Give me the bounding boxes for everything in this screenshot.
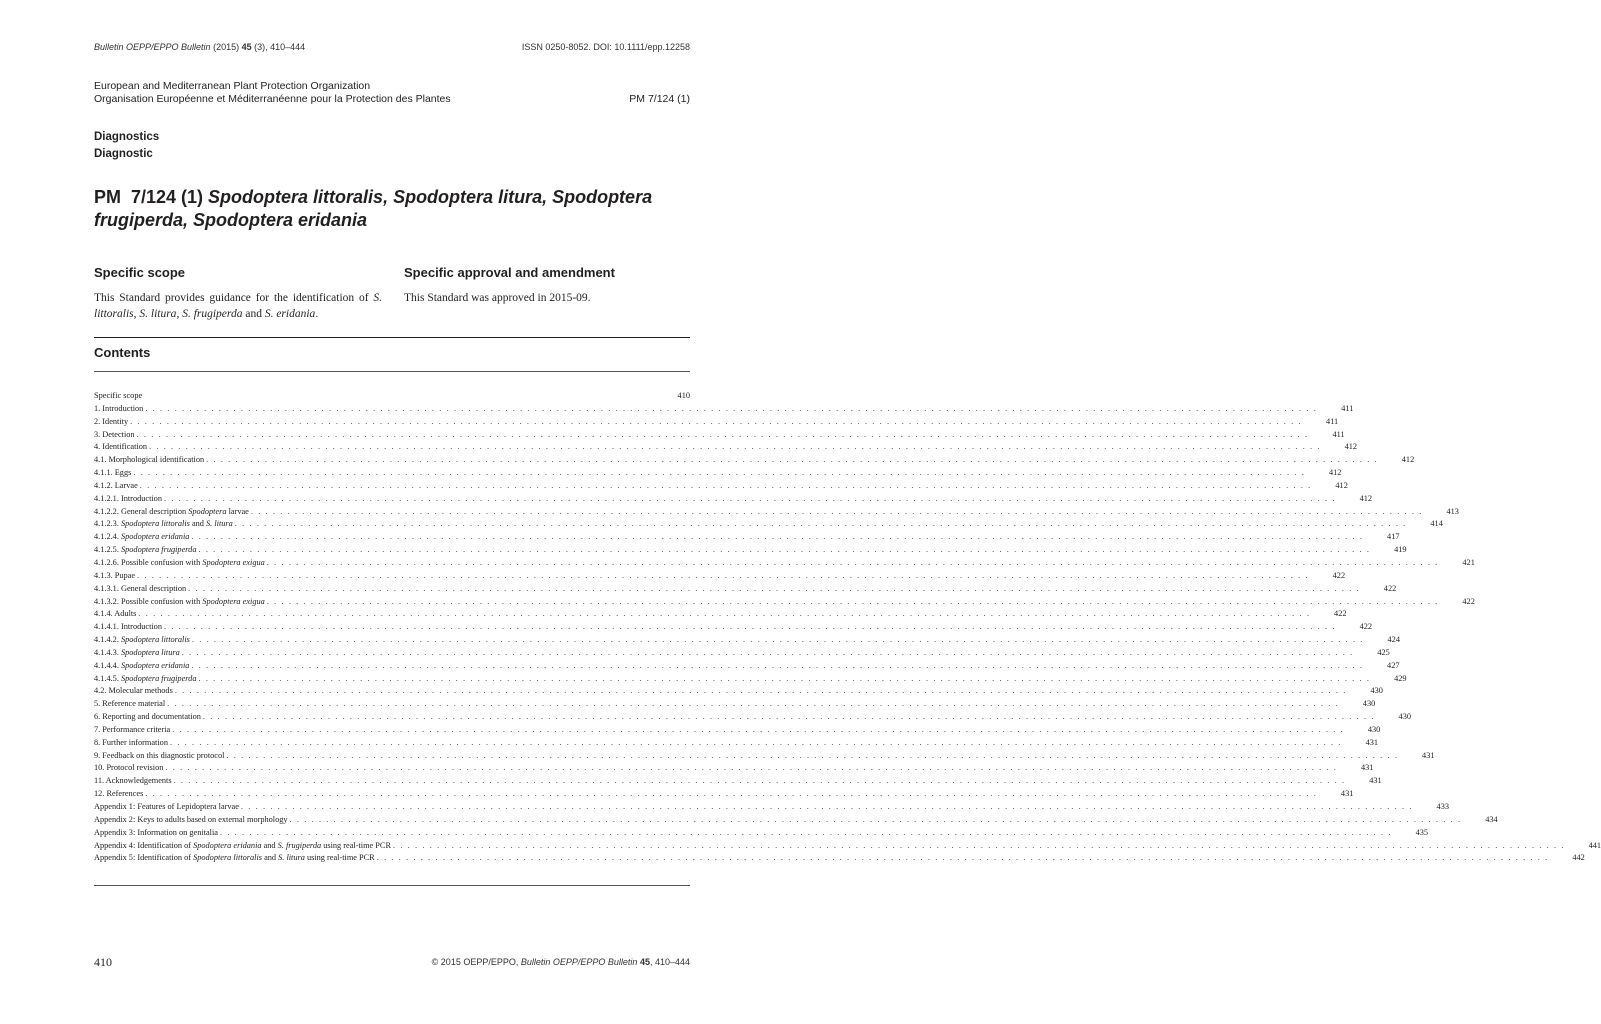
- toc-title-text: 4.1.2.1. Introduction: [94, 493, 162, 503]
- toc-title-text: 8. Further information: [94, 737, 168, 747]
- toc-title-text: 1. Introduction: [94, 403, 144, 413]
- copyright-text: © 2015 OEPP/EPPO,: [431, 957, 521, 967]
- toc-leader-dots: . . . . . . . . . . . . . . . . . . . . . . . . . . . . . . . . . . . . . . . . . . . . . . . . . . . . . . . . . . . . . . . . . . . . . . . . . . . . . . . . . . . . . . . . . . . . . . . . . . . . . . . . . . . . . . . . . . . . . . . . . . . . . . . . . . . . . . . . . . . . . . . . . . . . . . . . . . . . . . . .: [167, 699, 1340, 709]
- toc-entry[interactable]: [94, 583, 1397, 596]
- toc-leader-dots: . . . . . . . . . . . . . . . . . . . . . . . . . . . . . . . . . . . . . . . . . . . . . . . . . . . . . . . . . . . . . . . . . . . . . . . . . . . . . . . . . . . . . . . . . . . . . . . . . . . . . . . . . . . . . . . . . . . . . . . . . . . . . . . . . . . . . . . . . . . . . . . . . . . . . . . . . . . . . . . .: [191, 532, 1364, 542]
- toc-leader-dots: . . . . . . . . . . . . . . . . . . . . . . . . . . . . . . . . . . . . . . . . . . . . . . . . . . . . . . . . . . . . . . . . . . . . . . . . . . . . . . . . . . . . . . . . . . . . . . . . . . . . . . . . . . . . . . . . . . . . . . . . . . . . . . . . . . . . . . . . . . . . . . . . . . . . . . . . . . . . . . . .: [289, 814, 1462, 824]
- toc-entry[interactable]: [94, 660, 1400, 673]
- toc-entry-title: [94, 454, 204, 467]
- toc-leader-dots: . . . . . . . . . . . . . . . . . . . . . . . . . . . . . . . . . . . . . . . . . . . . . . . . . . . . . . . . . . . . . . . . . . . . . . . . . . . . . . . . . . . . . . . . . . . . . . . . . . . . . . . . . . . . . . . . . . . . . . . . . . . . . . . . . . . . . . . . . . . . . . . . . . . . . . . . . . . . . . . .: [202, 712, 1375, 722]
- toc-title-text: 4.1.4. Adults: [94, 609, 137, 619]
- toc-entry[interactable]: [94, 454, 1415, 467]
- toc-leader-dots: . . . . . . . . . . . . . . . . . . . . . . . . . . . . . . . . . . . . . . . . . . . . . . . . . . . . . . . . . . . . . . . . . . . . . . . . . . . . . . . . . . . . . . . . . . . . . . . . . . . . . . . . . . . . . . . . . . . . . . . . . . . . . . . . . . . . . . . . . . . . . . . . . . . . . . . . . . . . . . . .: [169, 737, 1343, 747]
- toc-title-text: 5. Reference material: [94, 699, 166, 709]
- toc-entry[interactable]: [94, 480, 1348, 493]
- toc-title-text: 4.1. Morphological identification: [94, 455, 205, 465]
- toc-species-name: Spodoptera eridania: [120, 660, 190, 670]
- toc-page-number: 422: [1359, 622, 1373, 632]
- toc-title-text: 4.1.4.1. Introduction: [94, 622, 162, 632]
- toc-page-number: 431: [1340, 789, 1354, 799]
- toc-entry-title: [94, 647, 180, 660]
- scope-text: [94, 290, 382, 322]
- toc-entry-title: [94, 441, 147, 454]
- toc-title-text: 6. Reporting and documentation: [94, 712, 201, 722]
- toc-page-number: 433: [1436, 802, 1449, 811]
- separator: ,: [133, 308, 140, 320]
- toc-title-text: Appendix 2: Keys to adults based on external morphology: [94, 814, 288, 824]
- toc-leader-dots: . . . . . . . . . . . . . . . . . . . . . . . . . . . . . . . . . . . . . . . . . . . . . . . . . . . . . . . . . . . . . . . . . . . . . . . . . . . . . . . . . . . . . . . . . . . . . . . . . . . . . . . . . . . . . . . . . . . . . . . . . . . . . . . . . . . . . . . . . . . . . . . . . . . . . . . . . . . . . . . .: [149, 442, 1322, 452]
- toc-leader-dots: . . . . . . . . . . . . . . . . . . . . . . . . . . . . . . . . . . . . . . . . . . . . . . . . . . . . . . . . . . . . . . . . . . . . . . . . . . . . . . . . . . . . . . . . . . . . . . . . . . . . . . . . . . . . . . . . . . . . . . . . . . . . . . . . . . . . . . . . . . . . . . . . . . . . . . . . . . . . . . . .: [226, 750, 1399, 760]
- toc-page-number: 427: [1387, 660, 1400, 670]
- toc-title-text: larvae: [226, 506, 249, 516]
- toc-entry[interactable]: [94, 724, 1381, 737]
- toc-leader-dots: . . . . . . . . . . . . . . . . . . . . . . . . . . . . . . . . . . . . . . . . . . . . . . . . . . . . . . . . . . . . . . . . . . . . . . . . . . . . . . . . . . . . . . . . . . . . . . . . . . . . . . . . . . . . . . . . . . . . . . . . . . . . . . . . . . . . . . . . . . . . . . . . . . . . . . . . . . . . . . . .: [188, 583, 1361, 593]
- toc-page-number: 417: [1387, 532, 1400, 542]
- toc-entry[interactable]: [94, 840, 1601, 853]
- toc-page-number: 429: [1394, 673, 1407, 683]
- toc-title-text: 10. Protocol revision: [94, 763, 164, 773]
- toc-entry-title: [94, 493, 162, 506]
- toc-entry-title: [94, 673, 196, 686]
- toc-page-number: 410: [677, 391, 690, 400]
- toc-species-name: Spodoptera exigua: [202, 557, 265, 567]
- toc-leader-dots: . . . . . . . . . . . . . . . . . . . . . . . . . . . . . . . . . . . . . . . . . . . . . . . . . . . . . . . . . . . . . . . . . . . . . . . . . . . . . . . . . . . . . . . . . . . . . . . . . . . . . . . . . . . . . . . . . . . . . . . . . . . . . . . . . . . . . . . . . . . . . . . . . . . . . . . . . . . . . . . .: [174, 686, 1347, 696]
- page-number: 410: [94, 955, 112, 969]
- toc-page-number: 422: [1383, 583, 1397, 593]
- toc-entry-title: [94, 570, 135, 583]
- toc-entry-title: [94, 724, 170, 737]
- toc-entry-title: [94, 518, 233, 531]
- toc-title-text: 2. Identity: [94, 416, 129, 426]
- toc-species-name: Spodoptera frugiperda: [120, 673, 197, 683]
- toc-leader-dots: . . . . . . . . . . . . . . . . . . . . . . . . . . . . . . . . . . . . . . . . . . . . . . . . . . . . . . . . . . . . . . . . . . . . . . . . . . . . . . . . . . . . . . . . . . . . . . . . . . . . . . . . . . . . . . . . . . . . . . . . . . . . . . . . . . . . . . . . . . . . . . . . . . . . . . . . . . . . . . . .: [198, 545, 1371, 555]
- toc-leader-dots: . . . . . . . . . . . . . . . . . . . . . . . . . . . . . . . . . . . . . . . . . . . . . . . . . . . . . . . . . . . . . . . . . . . . . . . . . . . . . . . . . . . . . . . . . . . . . . . . . . . . . . . . . . . . . . . . . . . . . . . . . . . . . . . . . . . . . . . . . . . . . . . . . . . . . . . . . . . . . . . .: [130, 416, 1303, 426]
- toc-entry[interactable]: [94, 557, 1475, 570]
- toc-entry-title: [94, 750, 224, 763]
- toc-title-text: Specific scope: [94, 391, 143, 400]
- toc-page-number: 422: [1334, 609, 1347, 619]
- toc-leader-dots: . . . . . . . . . . . . . . . . . . . . . . . . . . . . . . . . . . . . . . . . . . . . . . . . . . . . . . . . . . . . . . . . . . . . . . . . . . . . . . . . . . . . . . . . . . . . . . . . . . . . . . . . . . . . . . . . . . . . . . . . . . . . . . . . . . . . . . . . . . . . . . . . . . . . . . . . . . . . . . . .: [137, 570, 1310, 580]
- toc-entry-title: [94, 801, 239, 814]
- toc-entry-title: [94, 775, 172, 788]
- toc-leader-dots: . . . . . . . . . . . . . . . . . . . . . . . . . . . . . . . . . . . . . . . . . . . . . . . . . . . . . . . . . . . . . . . . . . . . . . . . . . . . . . . . . . . . . . . . . . . . . . . . . . . . . . . . . . . . . . . . . . . . . . . . . . . . . . . . . . . . . . . . . . . . . . . . . . . . . . . . . . . . . . . .: [198, 673, 1371, 683]
- toc-entry[interactable]: [94, 814, 1498, 827]
- toc-page-number: 435: [1415, 827, 1429, 837]
- toc-entry-title: [94, 685, 173, 698]
- toc-page-number: 441: [1588, 840, 1601, 850]
- category-french: Diagnostic: [94, 148, 153, 160]
- toc-title-text: 4.2. Molecular methods: [94, 686, 173, 696]
- toc-entry-title: [94, 788, 143, 801]
- toc-leader-dots: . . . . . . . . . . . . . . . . . . . . . . . . . . . . . . . . . . . . . . . . . . . . . . . . . . . . . . . . . . . . . . . . . . . . . . . . . . . . . . . . . . . . . . . . . . . . . . . . . . . . . . . . . . . . . . . . . . . . . . . . . . . . . . . . . . . . . . . . . . . . . . . . . . . . . . . . . . . . . . . .: [250, 506, 1423, 516]
- toc-title-text: 4.1.4.3.: [94, 647, 121, 657]
- toc-title-text: and: [189, 519, 207, 529]
- toc-leader-dots: . . . . . . . . . . . . . . . . . . . . . . . . . . . . . . . . . . . . . . . . . . . . . . . . . . . . . . . . . . . . . . . . . . . . . . . . . . . . . . . . . . . . . . . . . . . . . . . . . . . . . . . . . . . . . . . . . . . . . . . . . . . . . . . . . . . . . . . . . . . . . . . . . . . . . . . . . . . . . . . .: [139, 480, 1312, 490]
- toc-page-number: 431: [1365, 737, 1379, 747]
- toc-title-text: 4.1.3.1. General description: [94, 583, 187, 593]
- toc-entry-title: [94, 698, 165, 711]
- toc-title-text: Appendix 1: Features of Lepidoptera larvae: [94, 802, 239, 811]
- toc-page-number: 412: [1401, 455, 1415, 465]
- toc-page-number: 431: [1369, 776, 1382, 786]
- toc-page-number: 411: [1341, 403, 1354, 413]
- toc-leader-dots: . . . . . . . . . . . . . . . . . . . . . . . . . . . . . . . . . . . . . . . . . . . . . . . . . . . . . . . . . . . . . . . . . . . . . . . . . . . . . . . . . . . . . . . . . . . . . . . . . . . . . . . . . . . . . . . . . . . . . . . . . . . . . . . . . . . . . . . . . . . . . . . . . . . . . . . . . . . . . . . .: [234, 519, 1407, 529]
- toc-entry-title: [94, 416, 128, 429]
- toc-page-number: 411: [1332, 429, 1345, 439]
- toc-species-name: Spodoptera littoralis: [120, 519, 190, 529]
- toc-entry[interactable]: [94, 827, 1429, 840]
- page-title: [94, 186, 694, 232]
- separator: ,: [176, 308, 183, 320]
- toc-title-text: 9. Feedback on this diagnostic protocol: [94, 750, 225, 760]
- toc-title-text: Appendix 4: Identification of: [94, 840, 194, 850]
- toc-leader-dots: . . . . . . . . . . . . . . . . . . . . . . . . . . . . . . . . . . . . . . . . . . . . . . . . . . . . . . . . . . . . . . . . . . . . . . . . . . . . . . . . . . . . . . . . . . . . . . . . . . . . . . . . . . . . . . . . . . . . . . . . . . . . . . . . . . . . . . . . . . . . . . . . . . . . . . . . . . . . . . . .: [240, 802, 1413, 811]
- toc-title-text: 12. References: [94, 789, 144, 799]
- toc-title-text: 4.1.4.2.: [94, 635, 121, 645]
- toc-entry-title: [94, 596, 265, 609]
- approval-heading: Specific approval and amendment: [404, 265, 615, 280]
- category-english: Diagnostics: [94, 131, 160, 143]
- sentence-end: .: [315, 308, 319, 320]
- contents-heading: Contents: [94, 345, 151, 360]
- toc-entry[interactable]: [94, 673, 1407, 686]
- toc-page-number: 411: [1326, 416, 1339, 426]
- table-of-contents: [94, 390, 1601, 865]
- toc-species-name: S. frugiperda: [277, 840, 322, 850]
- toc-leader-dots: . . . . . . . . . . . . . . . . . . . . . . . . . . . . . . . . . . . . . . . . . . . . . . . . . . . . . . . . . . . . . . . . . . . . . . . . . . . . . . . . . . . . . . . . . . . . . . . . . . . . . . . . . . . . . . . . . . . . . . . . . . . . . . . . . . . . . . . . . . . . . . . . . . . . . . . . . . . . . . . .: [173, 776, 1346, 786]
- toc-entry[interactable]: [94, 762, 1374, 775]
- toc-title-text: 4.1.1. Eggs: [94, 468, 132, 478]
- toc-entry[interactable]: [94, 544, 1407, 557]
- toc-entry-title: [94, 531, 189, 544]
- toc-page-number: 412: [1335, 480, 1348, 490]
- approval-text: This Standard was approved in 2015-09.: [404, 292, 591, 304]
- toc-page-number: 431: [1422, 750, 1435, 760]
- toc-entry[interactable]: [94, 570, 1346, 583]
- toc-entry[interactable]: [94, 788, 1354, 801]
- toc-leader-dots: . . . . . . . . . . . . . . . . . . . . . . . . . . . . . . . . . . . . . . . . . . . . . . . . . . . . . . . . . . . . . . . . . . . . . . . . . . . . . . . . . . . . . . . . . . . . . . . . . . . . . . . . . . . . . . . . . . . . . . . . . . . . . . . . . . . . . . . . . . . . . . . . . . . . . . . . . . . . . . . .: [266, 596, 1439, 606]
- organization-french: Organisation Européenne et Méditerranéenne pour la Protection des Plantes: [94, 93, 451, 105]
- toc-leader-dots: . . . . . . . . . . . . . . . . . . . . . . . . . . . . . . . . . . . . . . . . . . . . . . . . . . . . . . . . . . . . . . . . . . . . . . . . . . . . . . . . . . . . . . . . . . . . . . . . . . . . . . . . . . . . . . . . . . . . . . . . . . . . . . . . . . . . . . . . . . . . . . . . . . . . . . . . . . . . . . . .: [138, 609, 1311, 619]
- toc-entry-title: [94, 480, 138, 493]
- toc-entry[interactable]: [94, 441, 1358, 454]
- toc-title-text: 4.1.2.2. General description: [94, 506, 189, 516]
- issn-doi: ISSN 0250-8052. DOI: 10.1111/epp.12258: [521, 42, 690, 52]
- toc-entry-title: [94, 390, 142, 403]
- toc-entry-title: [94, 429, 135, 442]
- toc-species-name: Spodoptera frugiperda: [120, 545, 197, 555]
- toc-entry-title: [94, 762, 163, 775]
- toc-page-number: 442: [1572, 853, 1585, 863]
- toc-entry[interactable]: [94, 403, 1354, 416]
- toc-leader-dots: . . . . . . . . . . . . . . . . . . . . . . . . . . . . . . . . . . . . . . . . . . . . . . . . . . . . . . . . . . . . . . . . . . . . . . . . . . . . . . . . . . . . . . . . . . . . . . . . . . . . . . . . . . . . . . . . . . . . . . . . . . . . . . . . . . . . . . . . . . . . . . . . . . . . . . . . . . . . . . . .: [133, 468, 1306, 478]
- toc-leader-dots: . . . . . . . . . . . . . . . . . . . . . . . . . . . . . . . . . . . . . . . . . . . . . . . . . . . . . . . . . . . . . . . . . . . . . . . . . . . . . . . . . . . . . . . . . . . . . . . . . . . . . . . . . . . . . . . . . . . . . . . . . . . . . . . . . . . . . . . . . . . . . . . . . . . . . . . . . . . . . . . .: [266, 557, 1439, 567]
- toc-leader-dots: . . . . . . . . . . . . . . . . . . . . . . . . . . . . . . . . . . . . . . . . . . . . . . . . . . . . . . . . . . . . . . . . . . . . . . . . . . . . . . . . . . . . . . . . . . . . . . . . . . . . . . . . . . . . . . . . . . . . . . . . . . . . . . . . . . . . . . . . . . . . . . . . . . . . . . . . . . . . . . . .: [172, 724, 1345, 734]
- toc-title-text: 4.1.3.2. Possible confusion with: [94, 596, 203, 606]
- toc-leader-dots: . . . . . . . . . . . . . . . . . . . . . . . . . . . . . . . . . . . . . . . . . . . . . . . . . . . . . . . . . . . . . . . . . . . . . . . . . . . . . . . . . . . . . . . . . . . . . . . . . . . . . . . . . . . . . . . . . . . . . . . . . . . . . . . . . . . . . . . . . . . . . . . . . . . . . . . . . . . . . . . .: [191, 635, 1364, 645]
- toc-entry-title: [94, 660, 189, 673]
- standard-number: PM 7/124 (1): [629, 93, 690, 105]
- toc-species-name: Spodoptera littoralis: [193, 853, 262, 863]
- species-name: S. eridania: [264, 308, 316, 320]
- toc-title-text: 4.1.4.5.: [94, 673, 121, 683]
- toc-leader-dots: . . . . . . . . . . . . . . . . . . . . . . . . . . . . . . . . . . . . . . . . . . . . . . . . . . . . . . . . . . . . . . . . . . . . . . . . . . . . . . . . . . . . . . . . . . . . . . . . . . . . . . . . . . . . . . . . . . . . . . . . . . . . . . . . . . . . . . . . . . . . . . . . . . . . . . . . . . . . . . . .: [145, 789, 1318, 799]
- toc-title-text: 4.1.2.5.: [94, 545, 121, 555]
- toc-species-name: S. litura: [278, 853, 305, 863]
- toc-entry-title: [94, 737, 168, 750]
- journal-volume: 45: [241, 42, 252, 52]
- journal-year: (2015): [213, 42, 240, 52]
- toc-species-name: Spodoptera litura: [120, 647, 180, 657]
- footer-pages: , 410–444: [649, 957, 690, 967]
- toc-title-text: using real-time PCR: [304, 853, 375, 863]
- toc-entry-title: [94, 814, 288, 827]
- toc-title-text: 4. Identification: [94, 442, 147, 452]
- toc-entry[interactable]: [94, 647, 1390, 660]
- toc-entry[interactable]: [94, 750, 1435, 763]
- organization-names: [94, 80, 451, 106]
- title-species: Spodoptera littoralis, Spodoptera litura, Spodoptera frugiperda, Spodoptera eridania: [94, 187, 653, 230]
- toc-leader-dots: . . . . . . . . . . . . . . . . . . . . . . . . . . . . . . . . . . . . . . . . . . . . . . . . . . . . . . . . . . . . . . . . . . . . . . . . . . . . . . . . . . . . . . . . . . . . . . . . . . . . . . . . . . . . . . . . . . . . . . . . . . . . . . . . . . . . . . . . . . . . . . . . . . . . . . . . . . . . . . . .: [163, 493, 1337, 503]
- title-code: PM 7/124 (1): [94, 187, 209, 207]
- contents-top-rule: [94, 337, 690, 338]
- toc-entry-title: [94, 634, 190, 647]
- footer-copyright: [432, 957, 690, 967]
- toc-entry[interactable]: [94, 685, 1383, 698]
- toc-species-name: Spodoptera eridania: [120, 532, 190, 542]
- toc-entry-title: [94, 403, 143, 416]
- toc-page-number: 412: [1328, 468, 1342, 478]
- toc-page-number: 431: [1361, 763, 1374, 773]
- toc-page-number: 425: [1377, 647, 1390, 657]
- contents-header-rule: [94, 371, 690, 372]
- toc-entry-title: [94, 583, 186, 596]
- toc-title-text: using real-time PCR: [321, 840, 391, 850]
- toc-entry[interactable]: [94, 416, 1339, 429]
- toc-leader-dots: . . . . . . . . . . . . . . . . . . . . . . . . . . . . . . . . . . . . . . . . . . . . . . . . . . . . . . . . . . . . . . . . . . . . . . . . . . . . . . . . . . . . . . . . . . . . . . . . . . . . . . . . . . . . . . . . . . . . . . . . . . . . . . . . . . . . . . . . . . . . . . . . . . . . . . . . . . . . . . . .: [136, 429, 1309, 439]
- species-name: S. frugiperda: [182, 308, 243, 320]
- toc-entry[interactable]: [94, 711, 1411, 724]
- toc-leader-dots: . . . . . . . . . . . . . . . . . . . . . . . . . . . . . . . . . . . . . . . . . . . . . . . . . . . . . . . . . . . . . . . . . . . . . . . . . . . . . . . . . . . . . . . . . . . . . . . . . . . . . . . . . . . . . . . . . . . . . . . . . . . . . . . . . . . . . . . . . . . . . . . . . . . . . . . . . . . . . . . .: [219, 827, 1393, 837]
- running-head-citation: [94, 42, 305, 52]
- toc-page-number: 422: [1462, 596, 1475, 606]
- toc-entry-title: [94, 621, 162, 634]
- toc-entry[interactable]: [94, 621, 1373, 634]
- toc-species-name: Spodoptera eridania: [193, 840, 262, 850]
- toc-entry-title: [94, 711, 201, 724]
- toc-entry[interactable]: [94, 429, 1345, 442]
- toc-title-text: and: [261, 840, 278, 850]
- toc-entry[interactable]: [94, 698, 1376, 711]
- footer-volume: 45: [639, 957, 650, 967]
- toc-leader-dots: . . . . . . . . . . . . . . . . . . . . . . . . . . . . . . . . . . . . . . . . . . . . . . . . . . . . . . . . . . . . . . . . . . . . . . . . . . . . . . . . . . . . . . . . . . . . . . . . . . . . . . . . . . . . . . . . . . . . . . . . . . . . . . . . . . . . . . . . . . . . . . . . . . . . . . . . . . . . . . . .: [163, 622, 1337, 632]
- toc-entry[interactable]: [94, 467, 1342, 480]
- toc-page-number: 419: [1394, 545, 1407, 555]
- toc-page-number: 421: [1462, 557, 1475, 567]
- toc-page-number: 434: [1485, 814, 1498, 824]
- toc-entry-title: [94, 544, 196, 557]
- toc-title-text: 4.1.2. Larvae: [94, 480, 138, 490]
- toc-species-name: Spodoptera: [188, 506, 227, 516]
- toc-entry[interactable]: [94, 737, 1379, 750]
- toc-entry-title: [94, 852, 375, 865]
- toc-title-text: 3. Detection: [94, 429, 135, 439]
- toc-entry[interactable]: [94, 608, 1347, 621]
- toc-title-text: and: [262, 853, 279, 863]
- toc-title-text: 4.1.2.6. Possible confusion with: [94, 557, 203, 567]
- toc-title-text: 4.1.2.4.: [94, 532, 121, 542]
- toc-leader-dots: . . . . . . . . . . . . . . . . . . . . . . . . . . . . . . . . . . . . . . . . . . . . . . . . . . . . . . . . . . . . . . . . . . . . . . . . . . . . . . . . . . . . . . . . . . . . . . . . . . . . . . . . . . . . . . . . . . . . . . . . . . . . . . . . . . . . . . . . . . . . . . . . . . . . . . . . . . . . . . . .: [191, 660, 1364, 670]
- scope-text-intro: This Standard provides guidance for the identification of: [94, 292, 374, 304]
- toc-page-number: 412: [1344, 442, 1358, 452]
- toc-title-text: Appendix 3: Information on genitalia: [94, 827, 218, 837]
- toc-leader-dots: . . . . . . . . . . . . . . . . . . . . . . . . . . . . . . . . . . . . . . . . . . . . . . . . . . . . . . . . . . . . . . . . . . . . . . . . . . . . . . . . . . . . . . . . . . . . . . . . . . . . . . . . . . . . . . . . . . . . . . . . . . . . . . . . . . . . . . . . . . . . . . . . . . . . . . . . . . . . . . . .: [145, 403, 1318, 413]
- toc-title-text: 4.1.4.4.: [94, 660, 121, 670]
- toc-title-text: Appendix 5: Identification of: [94, 853, 194, 863]
- species-name: S. litura: [139, 308, 177, 320]
- contents-bottom-rule: [94, 885, 690, 886]
- toc-page-number: 422: [1332, 570, 1346, 580]
- toc-title-text: 4.1.3. Pupae: [94, 570, 136, 580]
- toc-leader-dots: . . . . . . . . . . . . . . . . . . . . . . . . . . . . . . . . . . . . . . . . . . . . . . . . . . . . . . . . . . . . . . . . . . . . . . . . . . . . . . . . . . . . . . . . . . . . . . . . . . . . . . . . . . . . . . . . . . . . . . . . . . . . . . . . . . . . . . . . . . . . . . . . . . . . . . . . . . . . . . . .: [181, 647, 1354, 657]
- toc-page-number: 430: [1362, 699, 1376, 709]
- toc-species-name: Spodoptera exigua: [202, 596, 265, 606]
- footer-journal: Bulletin OEPP/EPPO Bulletin: [520, 957, 638, 967]
- toc-title-text: 4.1.2.3.: [94, 519, 121, 529]
- toc-entry[interactable]: [94, 493, 1373, 506]
- toc-page-number: 430: [1398, 712, 1411, 722]
- organization-english: European and Mediterranean Plant Protection Organization: [94, 80, 371, 92]
- toc-entry-title: [94, 840, 391, 853]
- toc-entry-title: [94, 608, 136, 621]
- toc-entry[interactable]: [94, 852, 1585, 865]
- toc-leader-dots: . . . . . . . . . . . . . . . . . . . . . . . . . . . . . . . . . . . . . . . . . . . . . . . . . . . . . . . . . . . . . . . . . . . . . . . . . . . . . . . . . . . . . . . . . . . . . . . . . . . . . . . . . . . . . . . . . . . . . . . . . . . . . . . . . . . . . . . . . . . . . . . . . . . . . . . . . . . . . . . .: [165, 763, 1338, 773]
- toc-page-number: 413: [1446, 506, 1459, 516]
- toc-title-text: 11. Acknowledgements: [94, 776, 172, 786]
- toc-species-name: Spodoptera littoralis: [120, 635, 190, 645]
- toc-page-number: 430: [1370, 686, 1383, 696]
- toc-leader-dots: . . . . . . . . . . . . . . . . . . . . . . . . . . . . . . . . . . . . . . . . . . . . . . . . . . . . . . . . . . . . . . . . . . . . . . . . . . . . . . . . . . . . . . . . . . . . . . . . . . . . . . . . . . . . . . . . . . . . . . . . . . . . . . . . . . . . . . . . . . . . . . . . . . . . . . . . . . . . . . . .: [376, 853, 1549, 863]
- species-name: S. littoralis: [94, 292, 382, 320]
- toc-entry[interactable]: [94, 506, 1459, 519]
- toc-entry-title: [94, 827, 218, 840]
- toc-entry-title: [94, 557, 265, 570]
- toc-page-number: 412: [1359, 493, 1373, 503]
- toc-entry-title: [94, 506, 249, 519]
- toc-entry[interactable]: [94, 390, 690, 403]
- toc-page-number: 430: [1367, 724, 1381, 734]
- toc-species-name: S. litura: [206, 519, 233, 529]
- toc-leader-dots: . . . . . . . . . . . . . . . . . . . . . . . . . . . . . . . . . . . . . . . . . . . . . . . . . . . . . . . . . . . . . . . . . . . . . . . . . . . . . . . . . . . . . . . . . . . . . . . . . . . . . . . . . . . . . . . . . . . . . . . . . . . . . . . . . . . . . . . . . . . . . . . . . . . . . . . . . . . . . . . .: [206, 455, 1379, 465]
- category-labels: [94, 129, 159, 163]
- toc-page-number: 424: [1387, 635, 1400, 645]
- toc-entry[interactable]: [94, 634, 1400, 647]
- journal-issue-pages: (3), 410–444: [254, 42, 306, 52]
- toc-entry[interactable]: [94, 596, 1475, 609]
- toc-entry-title: [94, 467, 131, 480]
- separator: and: [242, 308, 265, 320]
- toc-entry[interactable]: [94, 518, 1443, 531]
- toc-entry[interactable]: [94, 775, 1382, 788]
- toc-page-number: 414: [1430, 519, 1443, 529]
- toc-entry[interactable]: [94, 801, 1449, 814]
- toc-leader-dots: . . . . . . . . . . . . . . . . . . . . . . . . . . . . . . . . . . . . . . . . . . . . . . . . . . . . . . . . . . . . . . . . . . . . . . . . . . . . . . . . . . . . . . . . . . . . . . . . . . . . . . . . . . . . . . . . . . . . . . . . . . . . . . . . . . . . . . . . . . . . . . . . . . . . . . . . . . . . . . . .: [392, 840, 1566, 850]
- toc-title-text: 7. Performance criteria: [94, 724, 171, 734]
- journal-name: Bulletin OEPP/EPPO Bulletin: [94, 42, 211, 52]
- toc-entry[interactable]: [94, 531, 1400, 544]
- scope-heading: Specific scope: [94, 265, 186, 280]
